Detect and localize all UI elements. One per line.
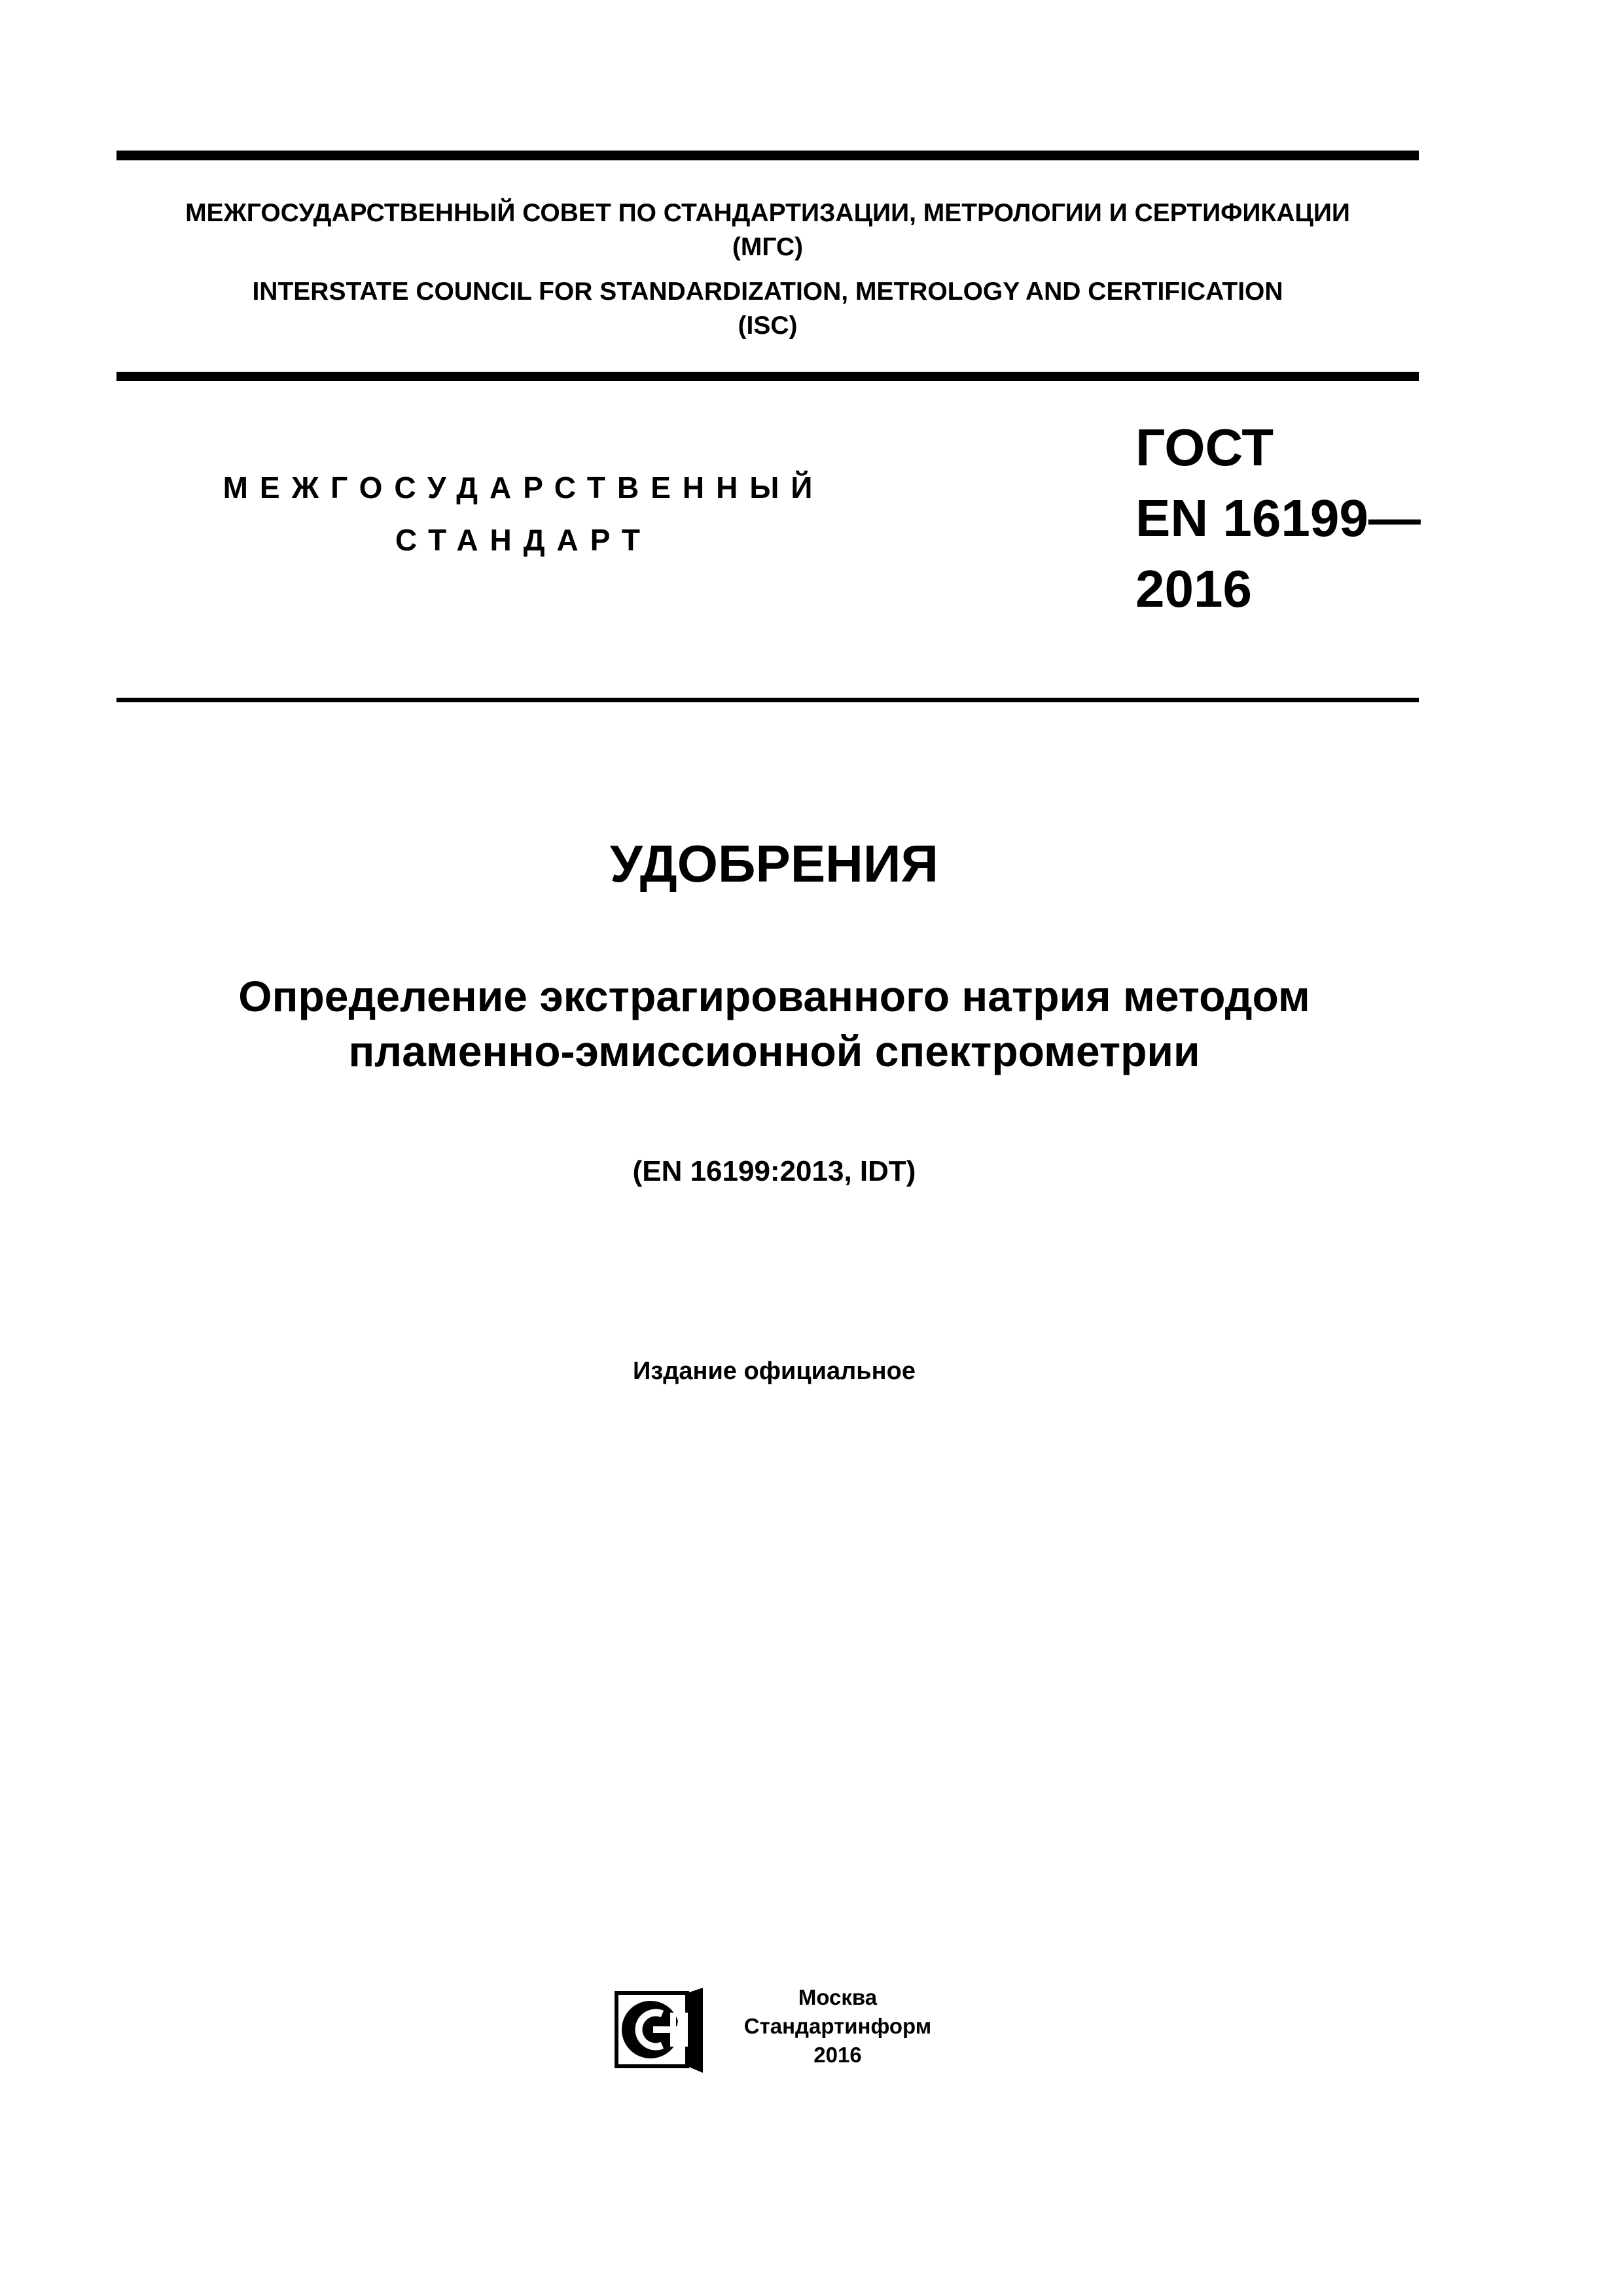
council-en-line1: INTERSTATE COUNCIL FOR STANDARDIZATION, METROLOGY AND CERTIFICATION <box>252 278 1283 306</box>
designation-line1: ГОСТ <box>1135 418 1274 476</box>
publisher-block <box>726 1983 949 2070</box>
edition-label: Издание официальное <box>633 1357 916 1385</box>
top-rule <box>116 151 1419 160</box>
publisher-city: Москва <box>798 1985 878 2009</box>
council-ru-abbr: (МГС) <box>732 233 804 261</box>
document-subtitle <box>116 969 1432 1079</box>
council-en-abbr: (ISC) <box>738 312 798 340</box>
council-ru-line1: МЕЖГОСУДАРСТВЕННЫЙ СОВЕТ ПО СТАНДАРТИЗАЦИИ, МЕТРОЛОГИИ И СЕРТИФИКАЦИИ <box>185 199 1350 227</box>
council-name-ru <box>116 196 1419 264</box>
designation-line3: 2016 <box>1135 560 1252 618</box>
council-name-en <box>116 275 1419 343</box>
publisher-year: 2016 <box>813 2043 862 2067</box>
standard-designation <box>1135 412 1421 624</box>
standard-type-label <box>177 461 870 566</box>
standard-type-line1: МЕЖГОСУДАРСТВЕННЫЙ <box>223 471 825 505</box>
publisher-name: Стандартинформ <box>743 2014 932 2038</box>
en-reference: (EN 16199:2013, IDT) <box>632 1155 916 1187</box>
document-title: УДОБРЕНИЯ <box>610 834 938 893</box>
section-rule <box>116 698 1419 702</box>
subtitle-line2: пламенно-эмиссионной спектрометрии <box>348 1027 1200 1075</box>
header-rule <box>116 372 1419 381</box>
designation-line2: EN 16199— <box>1135 489 1421 547</box>
standartinform-logo-icon <box>614 1986 705 2073</box>
standard-type-line2: СТАНДАРТ <box>395 523 652 557</box>
subtitle-line1: Определение экстрагированного натрия методом <box>238 972 1310 1020</box>
